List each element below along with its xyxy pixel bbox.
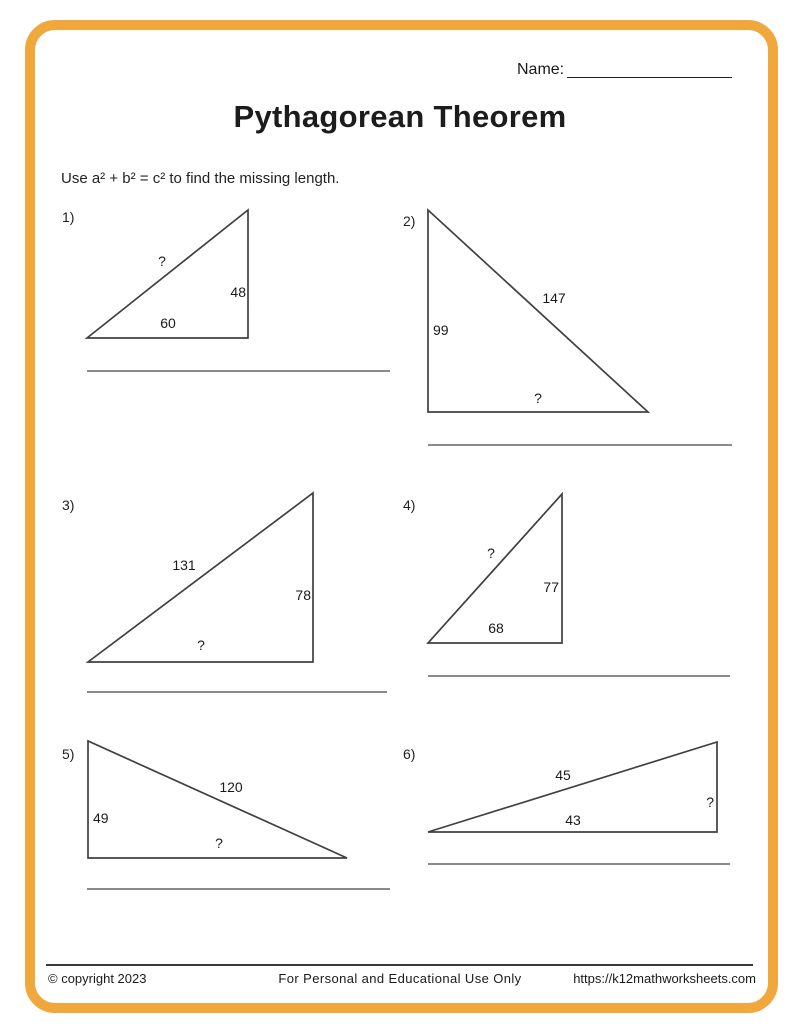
problem-number-3: 3) bbox=[62, 497, 75, 513]
name-blank-line bbox=[567, 61, 732, 78]
name-label: Name: bbox=[517, 61, 565, 78]
problem-number-2: 2) bbox=[403, 213, 416, 229]
answer-line-1 bbox=[87, 370, 390, 372]
problem-number-6: 6) bbox=[403, 746, 416, 762]
vertical-leg-label: 49 bbox=[93, 810, 109, 826]
footer-usage-text: For Personal and Educational Use Only bbox=[278, 971, 522, 986]
triangle-figure-1 bbox=[80, 200, 400, 345]
triangle-figure-3 bbox=[80, 485, 400, 670]
triangle-figure-4 bbox=[420, 485, 740, 655]
horizontal-leg-label: 68 bbox=[488, 620, 504, 636]
problem-number-4: 4) bbox=[403, 497, 416, 513]
answer-line-3 bbox=[87, 691, 387, 693]
horizontal-leg-label: 60 bbox=[160, 315, 176, 331]
vertical-leg-label: 48 bbox=[230, 284, 246, 300]
hypotenuse-label: 120 bbox=[219, 779, 243, 795]
vertical-leg-label: ? bbox=[706, 794, 714, 810]
instruction-text: Use a² + b² = c² to find the missing length. bbox=[61, 170, 340, 187]
footer-divider bbox=[46, 964, 753, 966]
answer-line-5 bbox=[87, 888, 390, 890]
footer-website-link: https://k12mathworksheets.com bbox=[573, 971, 756, 986]
vertical-leg-label: 77 bbox=[543, 579, 559, 595]
vertical-leg-label: 99 bbox=[433, 322, 449, 338]
hypotenuse-label: 45 bbox=[555, 767, 571, 783]
hypotenuse-label: ? bbox=[487, 545, 495, 561]
hypotenuse-label: ? bbox=[158, 253, 166, 269]
horizontal-leg-label: ? bbox=[215, 835, 223, 851]
triangle-shape bbox=[428, 210, 648, 412]
horizontal-leg-label: ? bbox=[534, 390, 542, 406]
footer-copyright: © copyright 2023 bbox=[48, 971, 147, 986]
answer-line-4 bbox=[428, 675, 730, 677]
hypotenuse-label: 147 bbox=[542, 290, 566, 306]
horizontal-leg-label: ? bbox=[197, 637, 205, 653]
page-title: Pythagorean Theorem bbox=[233, 99, 567, 134]
problem-number-1: 1) bbox=[62, 209, 75, 225]
answer-line-6 bbox=[428, 863, 730, 865]
hypotenuse-label: 131 bbox=[172, 557, 196, 573]
vertical-leg-label: 78 bbox=[295, 587, 311, 603]
triangle-figure-2 bbox=[420, 200, 740, 420]
horizontal-leg-label: 43 bbox=[565, 812, 581, 828]
problem-number-5: 5) bbox=[62, 746, 75, 762]
answer-line-2 bbox=[428, 444, 732, 446]
triangle-figure-6 bbox=[420, 730, 740, 840]
triangle-figure-5 bbox=[80, 730, 400, 865]
